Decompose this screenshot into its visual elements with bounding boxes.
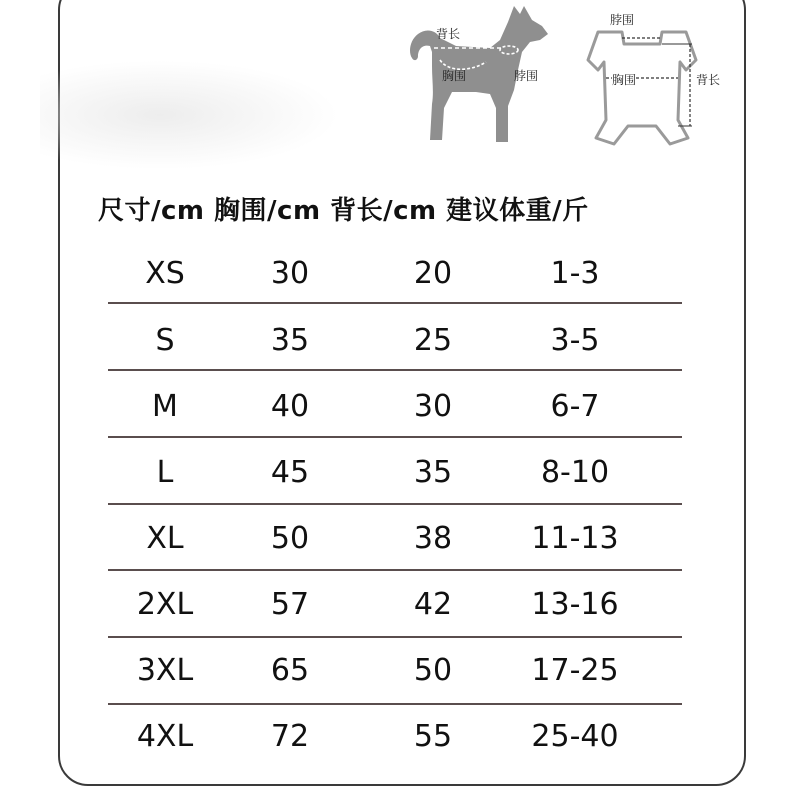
table-row <box>0 717 800 757</box>
back-cell: 20 <box>413 256 453 291</box>
size-cell: S <box>155 323 175 358</box>
weight-cell: 8-10 <box>540 455 610 490</box>
back-cell: 30 <box>413 389 453 424</box>
dog-chest-label: 胸围 <box>442 69 467 83</box>
chest-cell: 72 <box>270 719 310 754</box>
back-cell: 50 <box>413 653 453 688</box>
dog-back-length-label: 背长 <box>436 27 461 41</box>
shirt-back-length-label: 背长 <box>696 73 721 87</box>
weight-cell: 13-16 <box>531 587 619 622</box>
weight-cell: 11-13 <box>531 521 619 556</box>
chest-cell: 45 <box>270 455 310 490</box>
shirt-neck-label: 脖围 <box>610 13 635 27</box>
back-cell: 42 <box>413 587 453 622</box>
chest-cell: 57 <box>270 587 310 622</box>
chest-cell: 35 <box>270 323 310 358</box>
size-cell: 4XL <box>136 719 194 754</box>
shirt-chest-label: 胸围 <box>612 73 637 87</box>
back-cell: 55 <box>413 719 453 754</box>
table-row <box>0 585 800 625</box>
size-cell: 3XL <box>136 653 194 688</box>
row-divider <box>108 569 682 571</box>
chest-cell: 30 <box>270 256 310 291</box>
table-row <box>0 387 800 427</box>
row-divider <box>108 369 682 371</box>
row-divider <box>108 302 682 304</box>
weight-cell: 6-7 <box>550 389 600 424</box>
row-divider <box>108 436 682 438</box>
weight-cell: 17-25 <box>531 653 619 688</box>
row-divider <box>108 636 682 638</box>
table-header: 尺寸/cm 胸围/cm 背长/cm 建议体重/斤 <box>98 196 589 226</box>
table-row <box>0 651 800 691</box>
size-cell: XL <box>146 521 184 556</box>
back-cell: 38 <box>413 521 453 556</box>
size-cell: M <box>152 389 178 424</box>
table-row <box>0 519 800 559</box>
table-row <box>0 254 800 294</box>
table-row <box>0 453 800 493</box>
size-cell: XS <box>145 256 185 291</box>
back-cell: 35 <box>413 455 453 490</box>
chest-cell: 40 <box>270 389 310 424</box>
table-row <box>0 321 800 361</box>
row-divider <box>108 703 682 705</box>
size-cell: L <box>156 455 174 490</box>
weight-cell: 3-5 <box>550 323 600 358</box>
weight-cell: 1-3 <box>550 256 600 291</box>
row-divider <box>108 503 682 505</box>
back-cell: 25 <box>413 323 453 358</box>
weight-cell: 25-40 <box>531 719 619 754</box>
size-cell: 2XL <box>136 587 194 622</box>
background-smudge <box>40 60 340 170</box>
chest-cell: 50 <box>270 521 310 556</box>
chest-cell: 65 <box>270 653 310 688</box>
dog-neck-label: 脖围 <box>514 69 539 83</box>
